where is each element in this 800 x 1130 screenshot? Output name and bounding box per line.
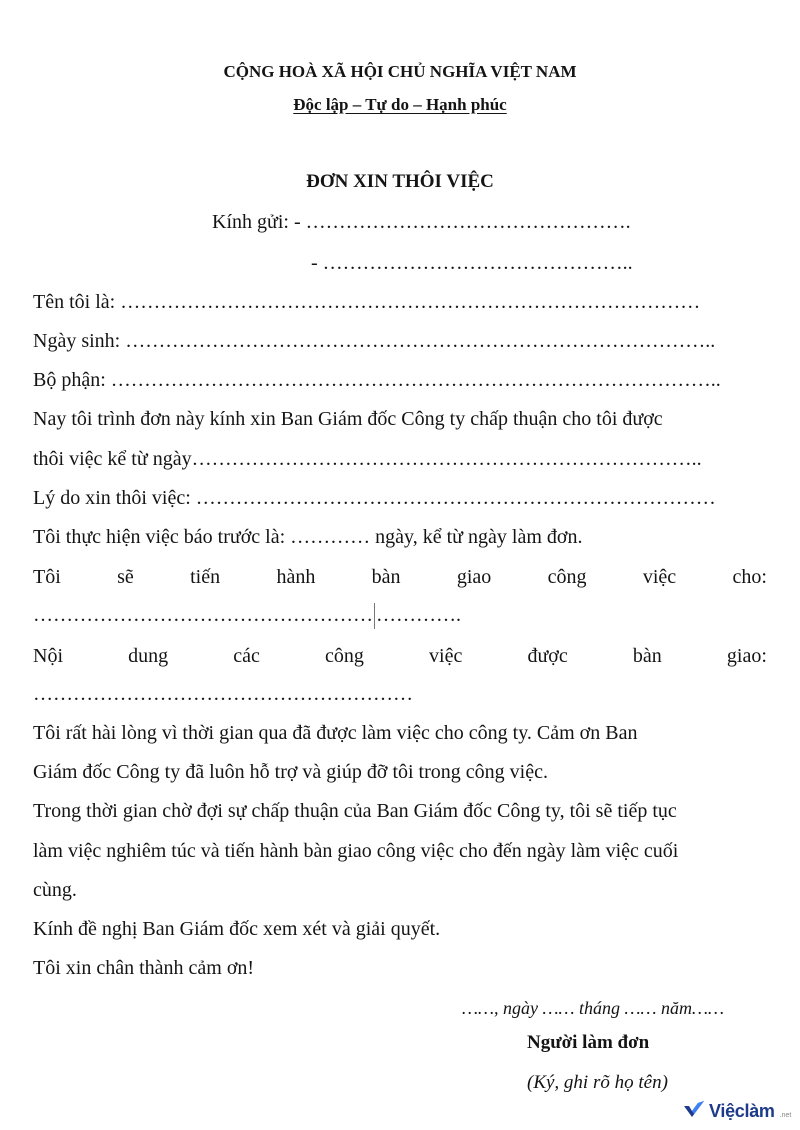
text-cursor (374, 603, 375, 629)
waiting-para-line-1: Trong thời gian chờ đợi sự chấp thuận của Ban Giám đốc Công ty, tôi sẽ tiếp tục (33, 800, 677, 822)
waiting-para-line-2: làm việc nghiêm túc và tiến hành bàn giao công việc cho đến ngày làm việc cuối (33, 840, 679, 862)
handover-content-dots: ………………………………………………… (33, 683, 413, 705)
closing-request: Kính đề nghị Ban Giám đốc xem xét và giải quyết. (33, 918, 441, 940)
word: sẽ (117, 566, 134, 588)
signature-instruction: (Ký, ghi rõ họ tên) (527, 1072, 668, 1093)
handover-to-line (33, 564, 767, 590)
word: việc (429, 645, 463, 667)
dob-field: Ngày sinh: …………………………………………………………………………….. (33, 330, 716, 352)
waiting-para-line-3: cùng. (33, 879, 77, 901)
word: giao (456, 566, 492, 588)
word: bàn (632, 645, 662, 667)
department-field: Bộ phận: ……………………………………………………………………………….. (33, 369, 721, 391)
word: các (233, 645, 260, 667)
nation-header: CỘNG HOÀ XÃ HỘI CHỦ NGHĨA VIỆT NAM (223, 62, 577, 81)
recipient-line-1: Kính gửi: - …………………………………………. (212, 211, 631, 233)
handover-to-dots (33, 602, 461, 629)
word: hành (276, 566, 316, 588)
vieclam-logo (683, 1100, 791, 1123)
logo-suffix: .net (779, 1112, 792, 1119)
document-title: ĐƠN XIN THÔI VIỆC (306, 171, 494, 192)
request-line-2: thôi việc kể từ ngày………………………………………………………………….. (33, 448, 702, 470)
word: Nội (33, 645, 63, 667)
word: công (325, 645, 364, 667)
word: bàn (371, 566, 401, 588)
dots-part-a: …………………………………………… (33, 604, 373, 626)
word: công (547, 566, 587, 588)
word: việc (642, 566, 677, 588)
name-field: Tên tôi là: …………………………………………………………………………… (33, 291, 701, 313)
thanks-para-line-1: Tôi rất hài lòng vì thời gian qua đã được làm việc cho công ty. Cảm ơn Ban (33, 722, 638, 744)
recipient-line-2: - ……………………………………….. (311, 252, 633, 274)
thanks-para-line-2: Giám đốc Công ty đã luôn hỗ trợ và giúp đỡ tôi trong công việc. (33, 761, 548, 783)
request-line-1: Nay tôi trình đơn này kính xin Ban Giám đốc Công ty chấp thuận cho tôi được (33, 408, 663, 430)
closing-thanks: Tôi xin chân thành cảm ơn! (33, 957, 255, 979)
motto (0, 94, 800, 116)
word: Tôi (33, 566, 61, 588)
word: cho: (732, 566, 767, 588)
word: dung (128, 645, 169, 667)
handover-content-line (33, 643, 767, 669)
checkmark-icon (683, 1100, 705, 1123)
notice-period: Tôi thực hiện việc báo trước là: ………… ngày, kể từ ngày làm đơn. (33, 526, 583, 548)
logo-text: Việclàm (709, 1101, 775, 1121)
date-line: ……, ngày …… tháng …… năm…… (462, 998, 725, 1018)
reason-field: Lý do xin thôi việc: …………………………………………………………………… (33, 487, 716, 509)
motto-text: Độc lập – Tự do – Hạnh phúc (293, 95, 507, 114)
word: được (527, 645, 568, 667)
dots-part-b: …………. (376, 604, 461, 626)
word: giao: (726, 645, 767, 667)
signer-label: Người làm đơn (527, 1032, 650, 1053)
word: tiến (190, 566, 221, 588)
